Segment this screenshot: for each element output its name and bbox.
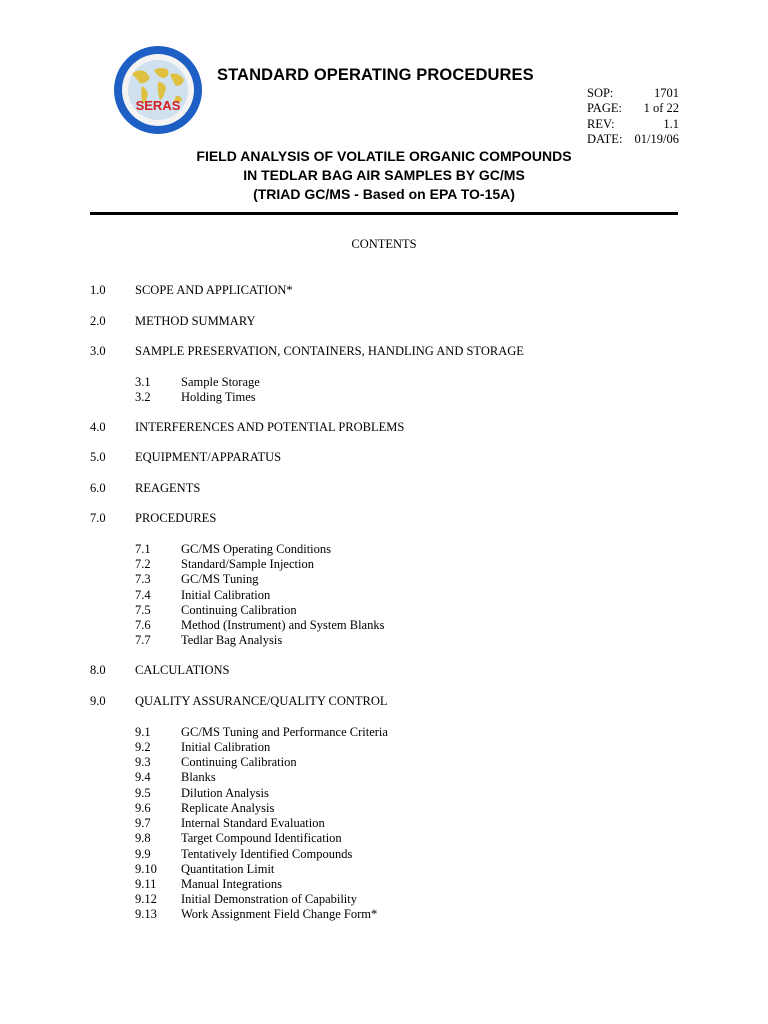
toc-label: Continuing Calibration bbox=[181, 603, 297, 617]
metadata-label: DATE: bbox=[587, 131, 623, 146]
toc-number: 9.11 bbox=[135, 877, 157, 891]
document-title-line-2: IN TEDLAR BAG AIR SAMPLES BY GC/MS bbox=[243, 167, 525, 183]
header-divider bbox=[90, 212, 678, 215]
toc-label: Tentatively Identified Compounds bbox=[181, 847, 353, 861]
toc-number: 7.2 bbox=[135, 557, 151, 571]
toc-number: 6.0 bbox=[90, 481, 106, 495]
toc-label: SCOPE AND APPLICATION* bbox=[135, 283, 293, 297]
toc-number: 9.4 bbox=[135, 770, 151, 784]
toc-number: 2.0 bbox=[90, 314, 106, 328]
toc-number: 7.4 bbox=[135, 588, 151, 602]
toc-label: Replicate Analysis bbox=[181, 801, 275, 815]
toc-number: 9.9 bbox=[135, 847, 151, 861]
contents-heading: CONTENTS bbox=[351, 237, 417, 251]
toc-label: SAMPLE PRESERVATION, CONTAINERS, HANDLING AND STORAGE bbox=[135, 344, 524, 358]
toc-label: Initial Calibration bbox=[181, 740, 271, 754]
toc-number: 9.13 bbox=[135, 907, 157, 921]
toc-label: GC/MS Tuning and Performance Criteria bbox=[181, 725, 388, 739]
toc-number: 7.0 bbox=[90, 511, 106, 525]
toc-label: Dilution Analysis bbox=[181, 786, 269, 800]
metadata-row bbox=[587, 117, 679, 132]
toc-number: 1.0 bbox=[90, 283, 106, 297]
metadata-row bbox=[587, 86, 679, 101]
document-title-line-3: (TRIAD GC/MS - Based on EPA TO-15A) bbox=[253, 186, 515, 202]
toc-label: REAGENTS bbox=[135, 481, 201, 495]
toc-label: Initial Calibration bbox=[181, 588, 271, 602]
toc-number: 7.6 bbox=[135, 618, 151, 632]
toc-label: Standard/Sample Injection bbox=[181, 557, 314, 571]
toc-number: 9.8 bbox=[135, 831, 151, 845]
metadata-label: PAGE: bbox=[587, 101, 622, 116]
toc-number: 7.1 bbox=[135, 542, 151, 556]
toc-label: Target Compound Identification bbox=[181, 831, 342, 845]
toc-label: INTERFERENCES AND POTENTIAL PROBLEMS bbox=[135, 420, 405, 434]
toc-number: 9.12 bbox=[135, 892, 157, 906]
toc-number: 9.10 bbox=[135, 862, 157, 876]
toc-number: 7.3 bbox=[135, 572, 151, 586]
toc-label: Blanks bbox=[181, 770, 216, 784]
metadata-value: 1.1 bbox=[663, 116, 679, 131]
toc-number: 9.2 bbox=[135, 740, 151, 754]
toc-number: 3.1 bbox=[135, 375, 151, 389]
toc-number: 5.0 bbox=[90, 450, 106, 464]
toc-number: 7.7 bbox=[135, 633, 151, 647]
metadata-label: SOP: bbox=[587, 86, 614, 100]
toc-label: METHOD SUMMARY bbox=[135, 314, 256, 328]
toc-label: Method (Instrument) and System Blanks bbox=[181, 618, 385, 632]
toc-label: Initial Demonstration of Capability bbox=[181, 892, 358, 906]
metadata-value: 1701 bbox=[654, 86, 679, 100]
toc-number: 7.5 bbox=[135, 603, 151, 617]
toc-label: Tedlar Bag Analysis bbox=[181, 633, 283, 647]
toc-label: Internal Standard Evaluation bbox=[181, 816, 325, 830]
toc-number: 4.0 bbox=[90, 420, 106, 434]
metadata-row bbox=[587, 132, 679, 147]
toc-number: 3.2 bbox=[135, 390, 151, 404]
toc-label: Quantitation Limit bbox=[181, 862, 275, 876]
toc-label: QUALITY ASSURANCE/QUALITY CONTROL bbox=[135, 694, 388, 708]
metadata-row bbox=[587, 101, 679, 116]
page-title: STANDARD OPERATING PROCEDURES bbox=[217, 66, 534, 84]
metadata-label: REV: bbox=[587, 116, 615, 131]
toc-label: CALCULATIONS bbox=[135, 663, 230, 677]
toc-label: Manual Integrations bbox=[181, 877, 283, 891]
toc-number: 9.5 bbox=[135, 786, 151, 800]
toc-number: 9.6 bbox=[135, 801, 151, 815]
seras-logo bbox=[112, 44, 204, 136]
toc-label: Continuing Calibration bbox=[181, 755, 297, 769]
toc-label: EQUIPMENT/APPARATUS bbox=[135, 450, 282, 464]
toc-number: 9.3 bbox=[135, 755, 151, 769]
logo-text: SERAS bbox=[135, 98, 181, 113]
toc-label: Holding Times bbox=[181, 390, 256, 404]
toc-label: PROCEDURES bbox=[135, 511, 217, 525]
toc-number: 9.0 bbox=[90, 694, 106, 708]
metadata-value: 1 of 22 bbox=[643, 101, 679, 116]
toc-number: 8.0 bbox=[90, 663, 106, 677]
toc-label: GC/MS Tuning bbox=[181, 572, 259, 586]
toc-label: Sample Storage bbox=[181, 375, 260, 389]
toc-label: Work Assignment Field Change Form* bbox=[181, 907, 378, 921]
document-title bbox=[90, 147, 678, 204]
document-title-line-1: FIELD ANALYSIS OF VOLATILE ORGANIC COMPOUNDS bbox=[196, 148, 572, 164]
document-metadata bbox=[587, 86, 679, 147]
toc-number: 9.7 bbox=[135, 816, 151, 830]
toc-number: 9.1 bbox=[135, 725, 151, 739]
metadata-value: 01/19/06 bbox=[634, 131, 679, 146]
toc-label: GC/MS Operating Conditions bbox=[181, 542, 332, 556]
toc-number: 3.0 bbox=[90, 344, 106, 358]
